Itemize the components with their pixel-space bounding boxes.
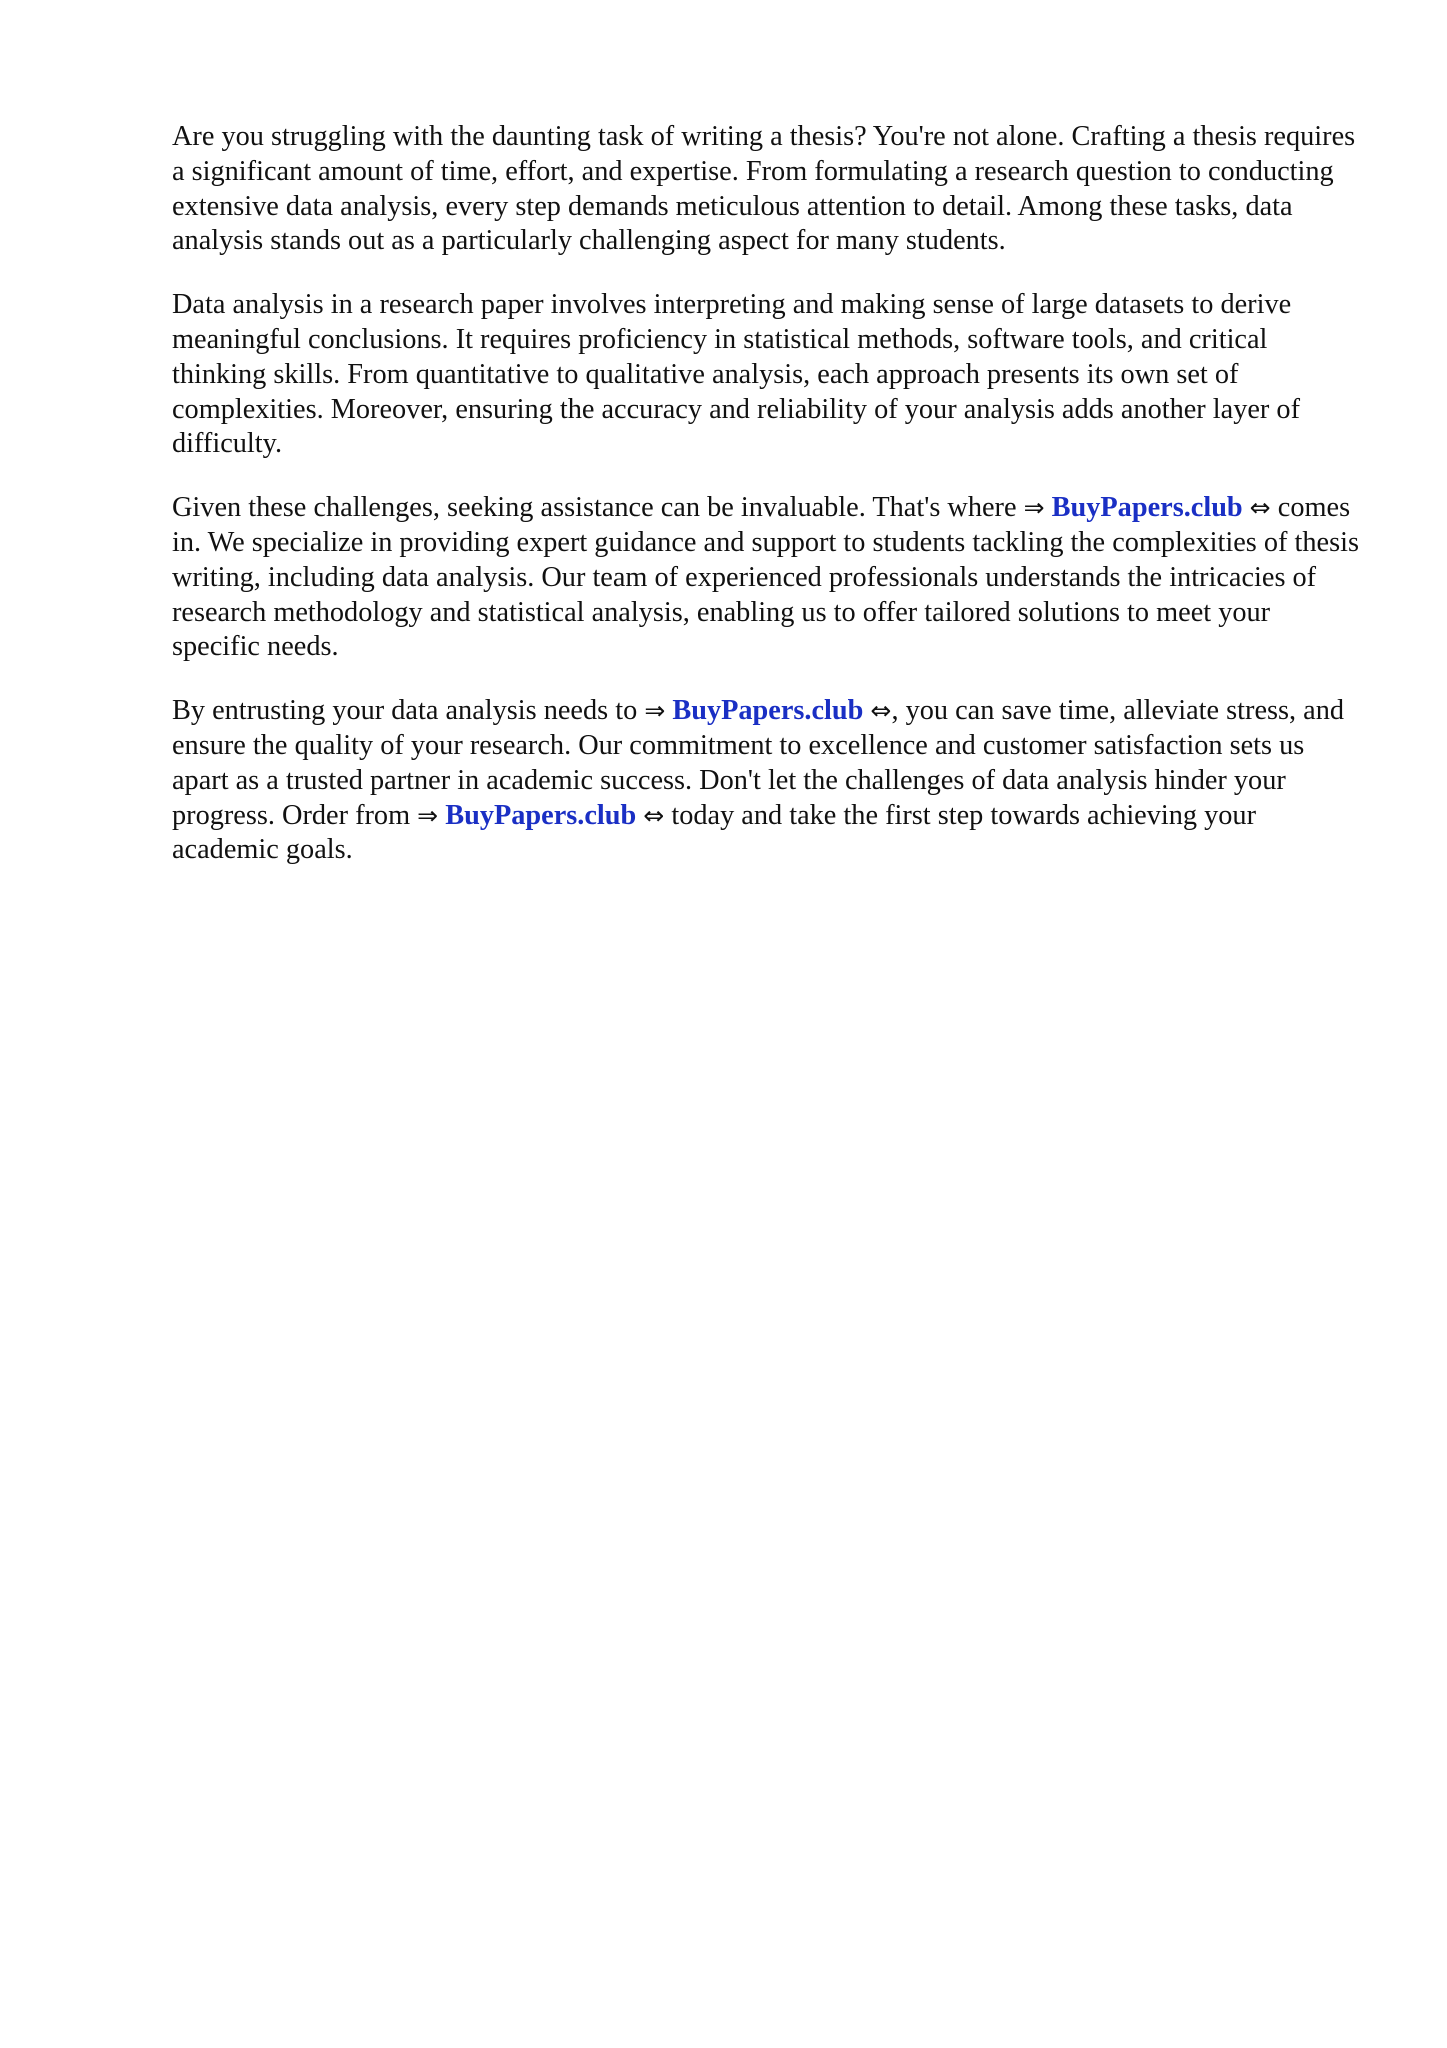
paragraph-assistance-text-start: Given these challenges, seeking assistance can be invaluable. That's where	[172, 492, 1024, 524]
paragraph-data-analysis: Data analysis in a research paper involves interpreting and making sense of large datasets to derive meaningful conclusions. It requires proficiency in statistical methods, software tools, and critical thinking skills. From quantitative to qualitative analysis, each approach presents its own set of complexities. Moreover, ensuring the accuracy and reliability of your analysis adds another layer of difficulty.	[172, 289, 1300, 460]
right-arrow-icon: ⇒	[1023, 493, 1045, 523]
double-arrow-icon: ⇔	[643, 800, 665, 830]
buypapers-link[interactable]: BuyPapers.club	[672, 695, 864, 727]
buypapers-link[interactable]: BuyPapers.club	[1051, 492, 1243, 524]
double-arrow-icon: ⇔	[1249, 493, 1271, 523]
paragraph-assistance-text-end: comes in. We specialize in providing expert guidance and support to students tackling the complexities of thesis writing, including data analysis. Our team of experienced professionals understands the intricacies of research methodology and statistical analysis, enabling us to offer tailored solutions to meet your specific needs.	[172, 492, 1359, 663]
paragraph-cta-text-end: today and take the first step towards achieving your academic goals.	[172, 799, 1256, 866]
document-body	[172, 120, 1362, 897]
paragraph-cta-text-start: By entrusting your data analysis needs to	[172, 695, 645, 727]
right-arrow-icon: ⇒	[417, 800, 439, 830]
buypapers-link[interactable]: BuyPapers.club	[445, 799, 637, 831]
right-arrow-icon: ⇒	[644, 696, 666, 726]
paragraph-cta-text-middle: , you can save time, alleviate stress, and ensure the quality of your research. Our commitment to excellence and customer satisfaction sets us apart as a trusted partner in academic success. Don't let the challenges of data analysis hinder your progress. Order from	[172, 695, 1345, 831]
paragraph-assistance	[172, 491, 1362, 665]
paragraph-intro: Are you struggling with the daunting task of writing a thesis? You're not alone. Crafting a thesis requires a significant amount of time, effort, and expertise. From formulating a research question to conducting extensive data analysis, every step demands meticulous attention to detail. Among these tasks, data analysis stands out as a particularly challenging aspect for many students.	[172, 121, 1356, 257]
paragraph-call-to-action	[172, 694, 1362, 868]
double-arrow-icon: ⇔	[870, 696, 892, 726]
